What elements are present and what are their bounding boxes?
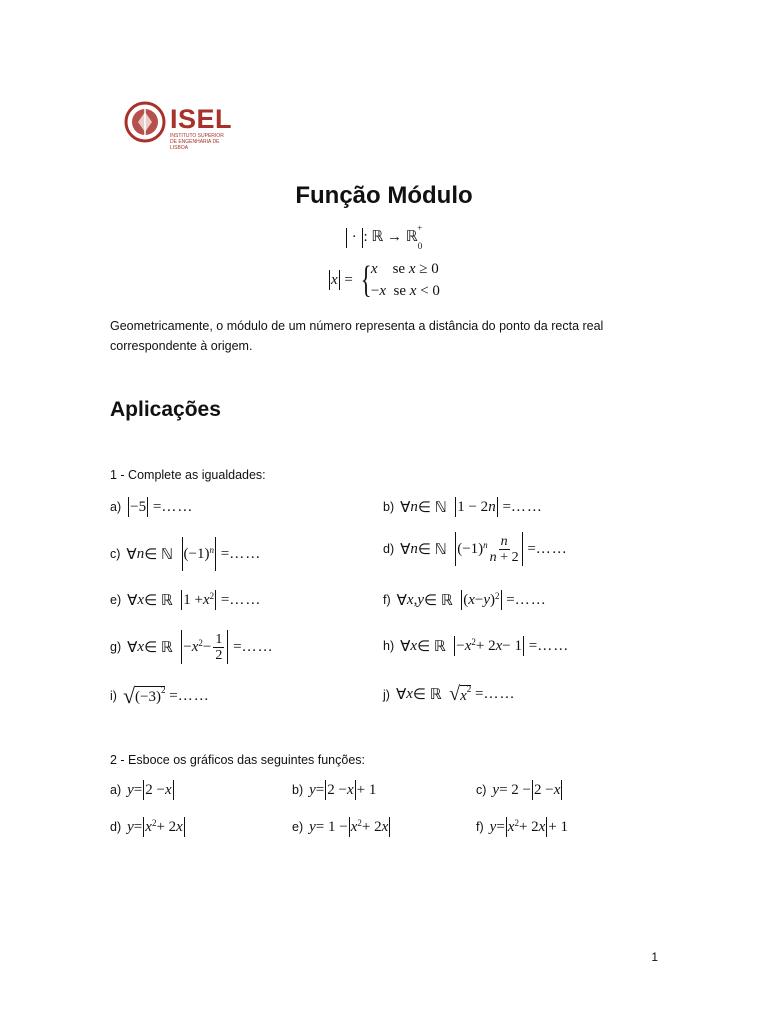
ex1-item-f: f) ∀ x , y ∈ ℝ ( x − y ) 2 = …… (383, 591, 547, 609)
ex2-item-b: b) y = 2 − x + 1 (292, 780, 376, 800)
ex1-item-a: a) −5 = …… (110, 497, 193, 517)
case-1: x se x ≥ 0 (370, 261, 439, 277)
ex2-item-e: e) y = 1 − x 2 + 2 x (292, 817, 391, 837)
exercise2-heading: 2 - Esboce os gráficos das seguintes funções: (110, 753, 366, 767)
ex1-item-b: b) ∀ n ∈ ℕ 1 − 2 n = …… (383, 498, 543, 516)
case-2: −x se x < 0 (370, 283, 440, 299)
ex1-item-e: e) ∀ x ∈ ℝ 1 + x 2 = …… (110, 591, 262, 609)
ex1-item-j: j) ∀ x ∈ ℝ √ $x^2$ = …… (383, 683, 516, 705)
page-number: 1 (651, 950, 658, 964)
ex1-item-h: h) ∀ x ∈ ℝ − x 2 + 2 x − 1 = …… (383, 637, 570, 655)
ex1-item-c: c) ∀ n ∈ ℕ (−1) n = …… (110, 537, 261, 571)
exercise1-heading: 1 - Complete as igualdades: (110, 468, 266, 482)
logo-subtitle: INSTITUTO SUPERIOR DE ENGENHARIA DE LISBOA (170, 133, 224, 151)
ex2-item-d: d) y = x 2 + 2 x (110, 817, 186, 837)
definition-mapping: · : ℝ → ℝ$_0$+ (348, 223, 423, 251)
section-heading: Aplicações (110, 398, 221, 421)
ex2-item-c: c) y = 2 − 2 − x (476, 780, 563, 800)
ex1-item-d: d) ∀ n ∈ ℕ (−1) n $\frac{n}{n + 2}$ = …… (383, 533, 568, 565)
ex1-item-g: g) ∀ x ∈ ℝ − x 2 − $\frac{1}{2}$ = …… (110, 631, 274, 663)
ex2-item-f: f) y = x 2 + 2 x + 1 (476, 817, 568, 837)
definition-piecewise: x = { x se x ≥ 0 −x se x < 0 (331, 259, 440, 301)
page-title: Função Módulo (295, 182, 473, 209)
logo-text: ISEL (170, 104, 233, 134)
ex2-item-a: a) y = 2 − x (110, 780, 175, 800)
ex1-item-i: i) √ $(-3)^2$ = …… (110, 683, 210, 708)
intro-paragraph: Geometricamente, o módulo de um número representa a distância do ponto da recta real correspondente à origem. (110, 319, 604, 353)
